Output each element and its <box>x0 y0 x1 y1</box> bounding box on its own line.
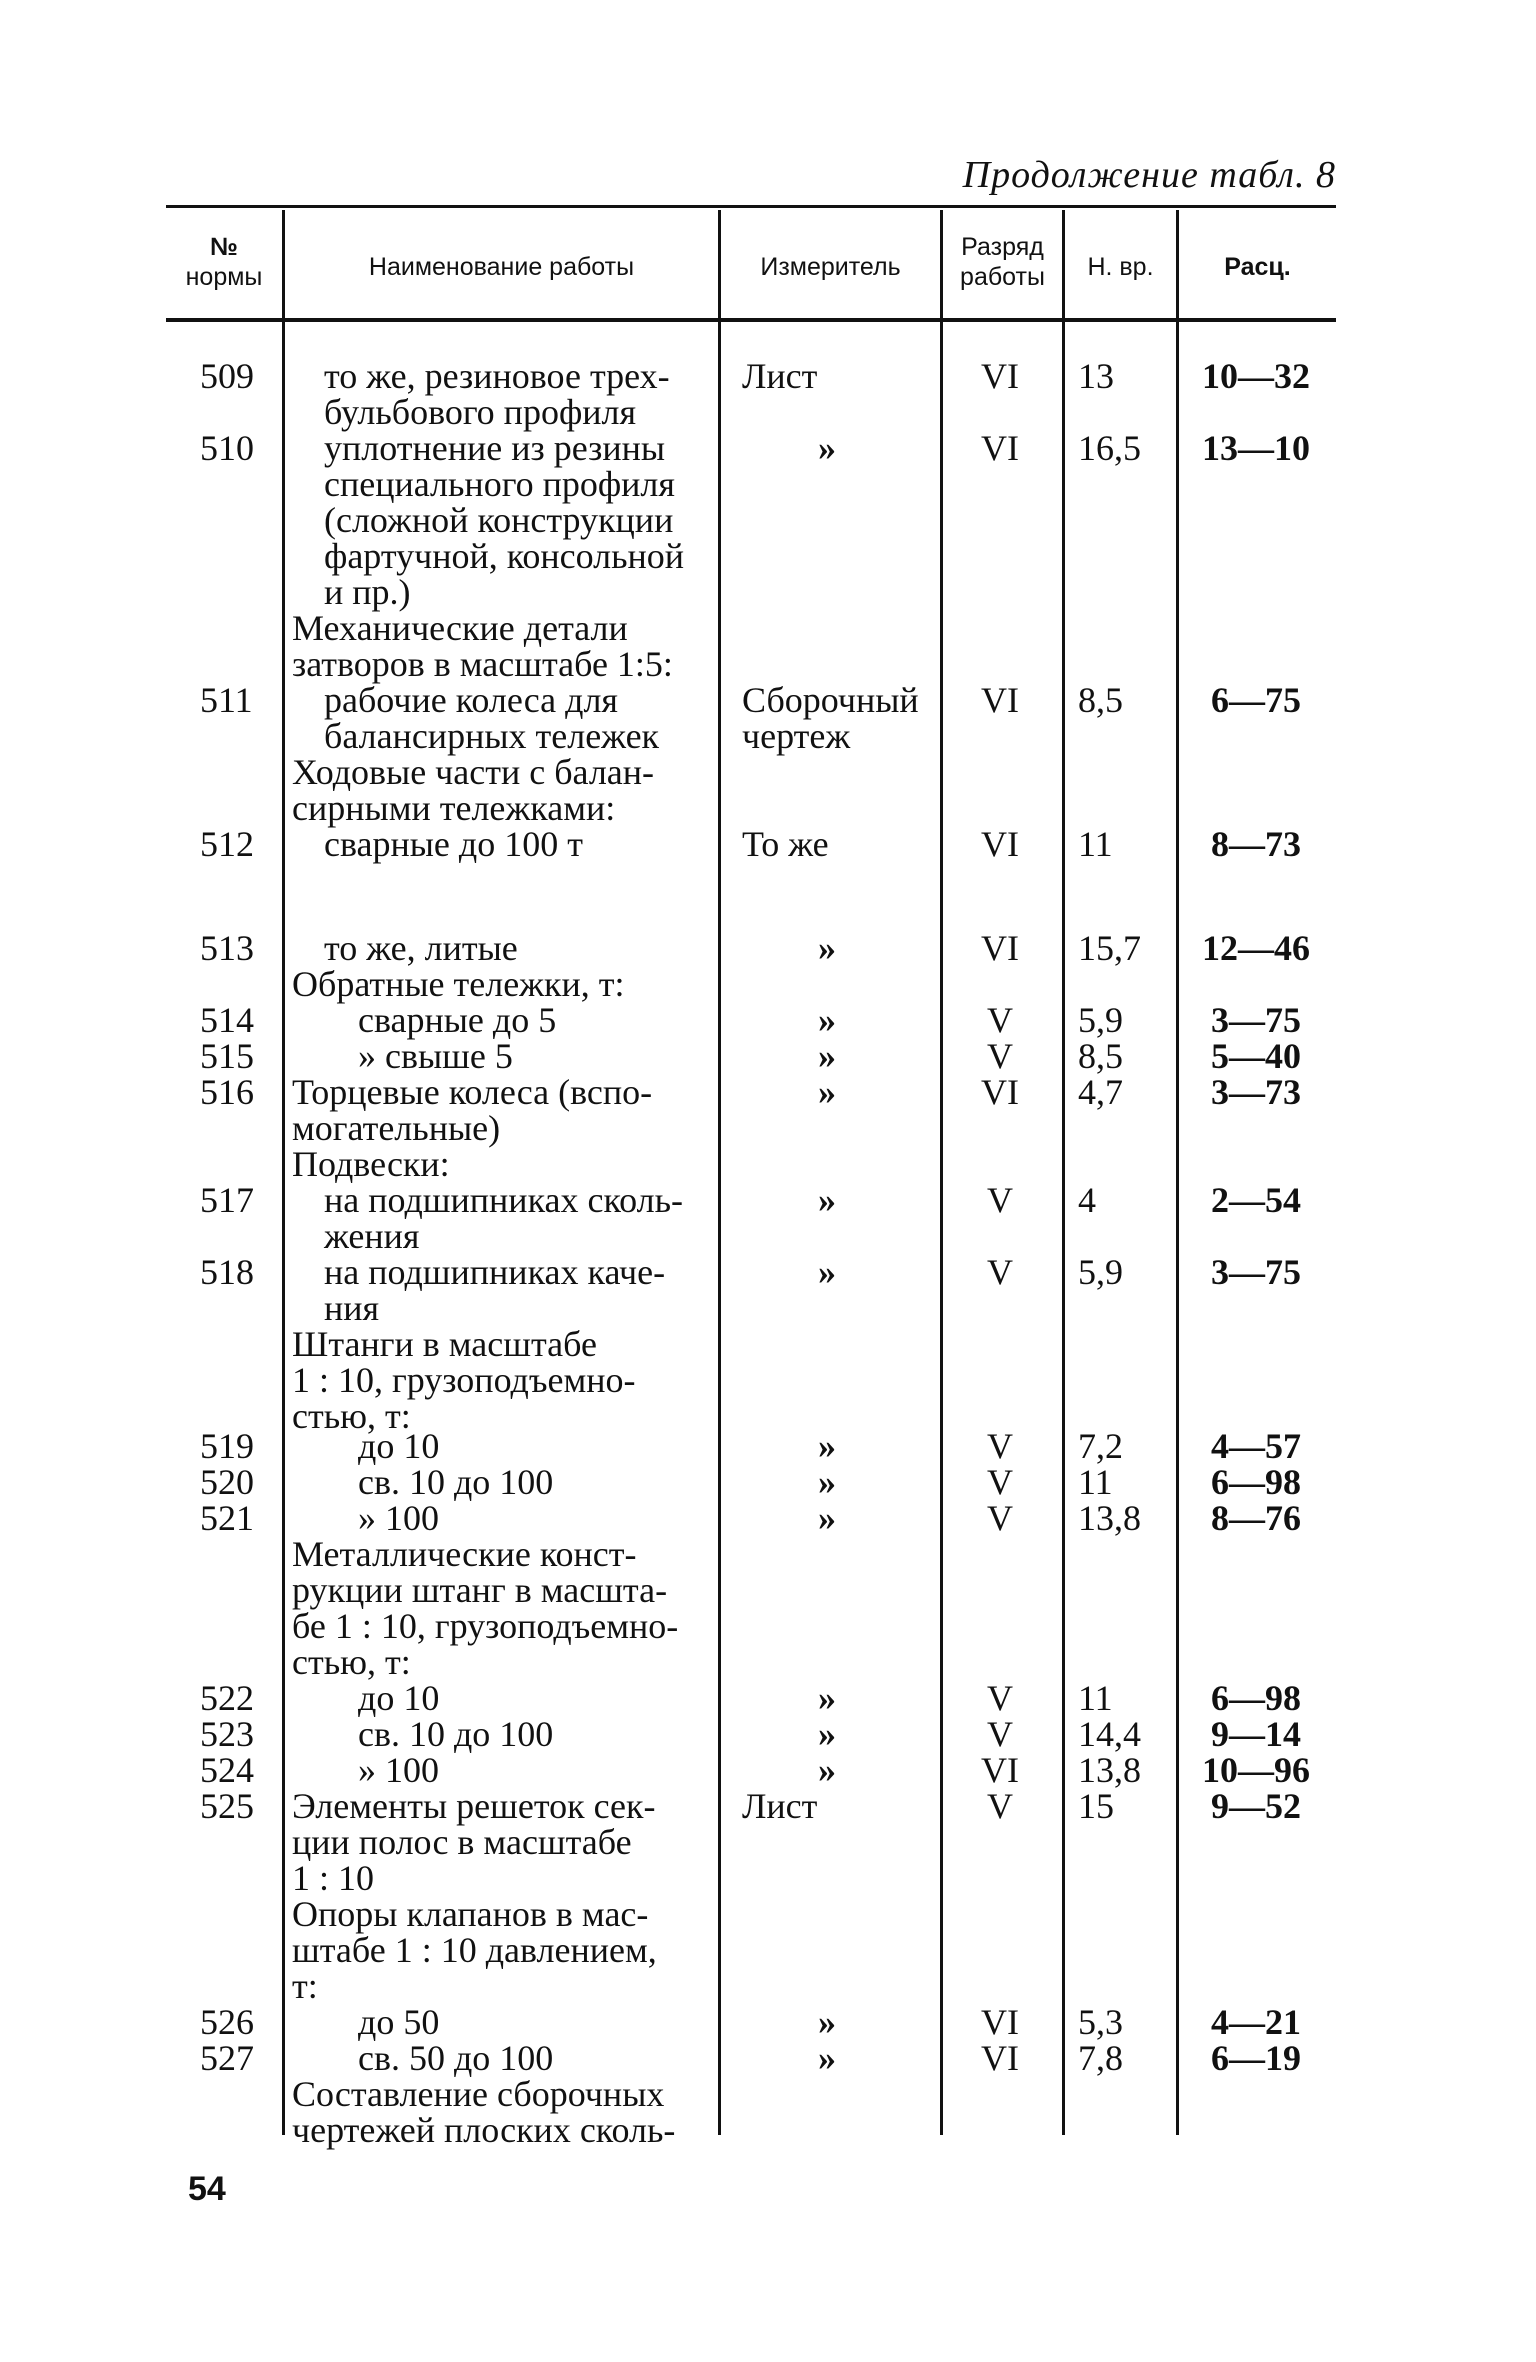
row-grade: VI <box>981 824 1019 864</box>
row-number: 527 <box>200 2038 254 2078</box>
row-grade: VI <box>981 1750 1019 1790</box>
row-measure: » <box>818 1252 836 1292</box>
row-description: св. 10 до 100 <box>358 1714 554 1754</box>
row-number: 519 <box>200 1426 254 1466</box>
header-bottom-rule <box>166 318 1336 322</box>
row-hours: 11 <box>1078 1462 1113 1502</box>
row-description: сварные до 5 <box>358 1000 557 1040</box>
row-number: 516 <box>200 1072 254 1112</box>
row-number: 515 <box>200 1036 254 1076</box>
row-measure: Сборочный чертеж <box>742 680 919 756</box>
row-pay: 3—75 <box>1211 1000 1301 1040</box>
row-description: » 100 <box>358 1750 439 1790</box>
row-hours: 11 <box>1078 824 1113 864</box>
row-measure: » <box>818 1000 836 1040</box>
row-measure: » <box>818 1426 836 1466</box>
row-pay: 4—21 <box>1211 2002 1301 2042</box>
row-description: до 50 <box>358 2002 440 2042</box>
row-description: св. 10 до 100 <box>358 1462 554 1502</box>
col-sep-1 <box>282 210 285 2135</box>
header-name: Наименование работы <box>368 253 635 281</box>
row-description: до 10 <box>358 1678 440 1718</box>
row-description: св. 50 до 100 <box>358 2038 554 2078</box>
row-number: 518 <box>200 1252 254 1292</box>
row-grade: VI <box>981 2002 1019 2042</box>
header-num-label: нормы <box>185 263 263 291</box>
row-number: 520 <box>200 1462 254 1502</box>
row-number: 525 <box>200 1786 254 1826</box>
row-description: на подшипниках каче- ния <box>324 1252 666 1328</box>
col-sep-4 <box>1062 210 1065 2135</box>
row-pay: 9—52 <box>1211 1786 1301 1826</box>
row-pay: 10—96 <box>1202 1750 1310 1790</box>
header-num-sign: № <box>210 233 238 261</box>
row-pay: 10—32 <box>1202 356 1310 396</box>
table-caption: Продолжение табл. 8 <box>962 154 1336 196</box>
row-hours: 7,2 <box>1078 1426 1123 1466</box>
row-pay: 6—19 <box>1211 2038 1301 2078</box>
row-grade: VI <box>981 1072 1019 1112</box>
row-grade: V <box>987 1000 1013 1040</box>
row-pay: 9—14 <box>1211 1714 1301 1754</box>
row-measure: » <box>818 1678 836 1718</box>
row-description: до 10 <box>358 1426 440 1466</box>
row-description: Торцевые колеса (вспо- могательные) <box>292 1072 653 1148</box>
header-grade-line2: работы <box>960 263 1045 291</box>
row-grade: VI <box>981 680 1019 720</box>
row-measure: » <box>818 1180 836 1220</box>
row-description: рабочие колеса для балансирных тележек <box>324 680 660 756</box>
page-number: 54 <box>188 2170 226 2208</box>
col-sep-2 <box>718 210 721 2135</box>
header-grade-line1: Разряд <box>961 233 1044 261</box>
row-number: 523 <box>200 1714 254 1754</box>
row-grade: VI <box>981 428 1019 468</box>
row-description: то же, резиновое трех- бульбового профиля <box>324 356 670 432</box>
row-hours: 16,5 <box>1078 428 1141 468</box>
row-measure: » <box>818 2038 836 2078</box>
row-pay: 5—40 <box>1211 1036 1301 1076</box>
row-number: 521 <box>200 1498 254 1538</box>
col-sep-5 <box>1176 210 1179 2135</box>
row-description: сварные до 100 т <box>324 824 583 864</box>
row-hours: 15,7 <box>1078 928 1141 968</box>
row-description: Обратные тележки, т: <box>292 964 625 1004</box>
row-description: Элементы решеток сек- ции полос в масштабе 1 : 10 <box>292 1786 656 1898</box>
row-grade: VI <box>981 2038 1019 2078</box>
row-hours: 15 <box>1078 1786 1114 1826</box>
row-description: уплотнение из резины специального профиля (сложной конструкции фартучной, консольной и пр.) <box>324 428 685 612</box>
row-hours: 4,7 <box>1078 1072 1123 1112</box>
row-grade: V <box>987 1252 1013 1292</box>
row-pay: 13—10 <box>1202 428 1310 468</box>
row-pay: 6—75 <box>1211 680 1301 720</box>
row-pay: 3—75 <box>1211 1252 1301 1292</box>
row-hours: 13,8 <box>1078 1498 1141 1538</box>
row-description: Составление сборочных чертежей плоских сколь- <box>292 2074 676 2150</box>
row-grade: V <box>987 1714 1013 1754</box>
row-description: Опоры клапанов в мас- штабе 1 : 10 давлением, т: <box>292 1894 657 2006</box>
row-description: то же, литые <box>324 928 518 968</box>
header-num <box>166 232 282 292</box>
row-hours: 11 <box>1078 1678 1113 1718</box>
row-number: 514 <box>200 1000 254 1040</box>
row-description: Штанги в масштабе 1 : 10, грузоподъемно- стью, т: <box>292 1324 636 1436</box>
row-description: Механические детали затворов в масштабе 1:5: <box>292 608 673 684</box>
row-hours: 4 <box>1078 1180 1096 1220</box>
row-hours: 8,5 <box>1078 680 1123 720</box>
row-number: 513 <box>200 928 254 968</box>
row-description: на подшипниках сколь- жения <box>324 1180 684 1256</box>
row-pay: 6—98 <box>1211 1678 1301 1718</box>
row-grade: V <box>987 1498 1013 1538</box>
row-grade: V <box>987 1678 1013 1718</box>
row-description: Подвески: <box>292 1144 450 1184</box>
row-measure: » <box>818 1036 836 1076</box>
row-description: » свыше 5 <box>358 1036 513 1076</box>
row-number: 526 <box>200 2002 254 2042</box>
row-measure: » <box>818 1714 836 1754</box>
row-hours: 5,3 <box>1078 2002 1123 2042</box>
row-grade: VI <box>981 356 1019 396</box>
row-description: » 100 <box>358 1498 439 1538</box>
row-measure: » <box>818 428 836 468</box>
header-hours: Н. вр. <box>1087 253 1154 281</box>
row-pay: 6—98 <box>1211 1462 1301 1502</box>
row-number: 524 <box>200 1750 254 1790</box>
header-grade <box>943 232 1062 292</box>
row-grade: VI <box>981 928 1019 968</box>
row-grade: V <box>987 1786 1013 1826</box>
row-description: Металлические конст- рукции штанг в масшта- бе 1 : 10, грузоподъемно- стью, т: <box>292 1534 679 1682</box>
header-pay: Расц. <box>1224 253 1291 281</box>
row-hours: 13,8 <box>1078 1750 1141 1790</box>
row-hours: 5,9 <box>1078 1000 1123 1040</box>
row-measure: » <box>818 928 836 968</box>
col-sep-3 <box>940 210 943 2135</box>
row-number: 509 <box>200 356 254 396</box>
row-measure: » <box>818 1750 836 1790</box>
row-number: 510 <box>200 428 254 468</box>
row-pay: 3—73 <box>1211 1072 1301 1112</box>
row-hours: 13 <box>1078 356 1114 396</box>
row-number: 517 <box>200 1180 254 1220</box>
row-pay: 8—73 <box>1211 824 1301 864</box>
row-pay: 12—46 <box>1202 928 1310 968</box>
row-measure: » <box>818 2002 836 2042</box>
row-measure: » <box>818 1072 836 1112</box>
row-grade: V <box>987 1180 1013 1220</box>
row-grade: V <box>987 1462 1013 1502</box>
row-grade: V <box>987 1036 1013 1076</box>
row-hours: 14,4 <box>1078 1714 1141 1754</box>
row-hours: 8,5 <box>1078 1036 1123 1076</box>
row-measure: Лист <box>742 1786 818 1826</box>
row-number: 512 <box>200 824 254 864</box>
row-pay: 4—57 <box>1211 1426 1301 1466</box>
row-measure: » <box>818 1462 836 1502</box>
row-grade: V <box>987 1426 1013 1466</box>
row-pay: 8—76 <box>1211 1498 1301 1538</box>
row-hours: 5,9 <box>1078 1252 1123 1292</box>
row-hours: 7,8 <box>1078 2038 1123 2078</box>
header-measure: Измеритель <box>760 253 901 281</box>
row-measure: » <box>818 1498 836 1538</box>
row-description: Ходовые части с балан- сирными тележками: <box>292 752 655 828</box>
top-rule <box>166 205 1336 208</box>
row-number: 522 <box>200 1678 254 1718</box>
row-measure: Лист <box>742 356 818 396</box>
row-number: 511 <box>200 680 253 720</box>
row-pay: 2—54 <box>1211 1180 1301 1220</box>
row-measure: То же <box>742 824 829 864</box>
